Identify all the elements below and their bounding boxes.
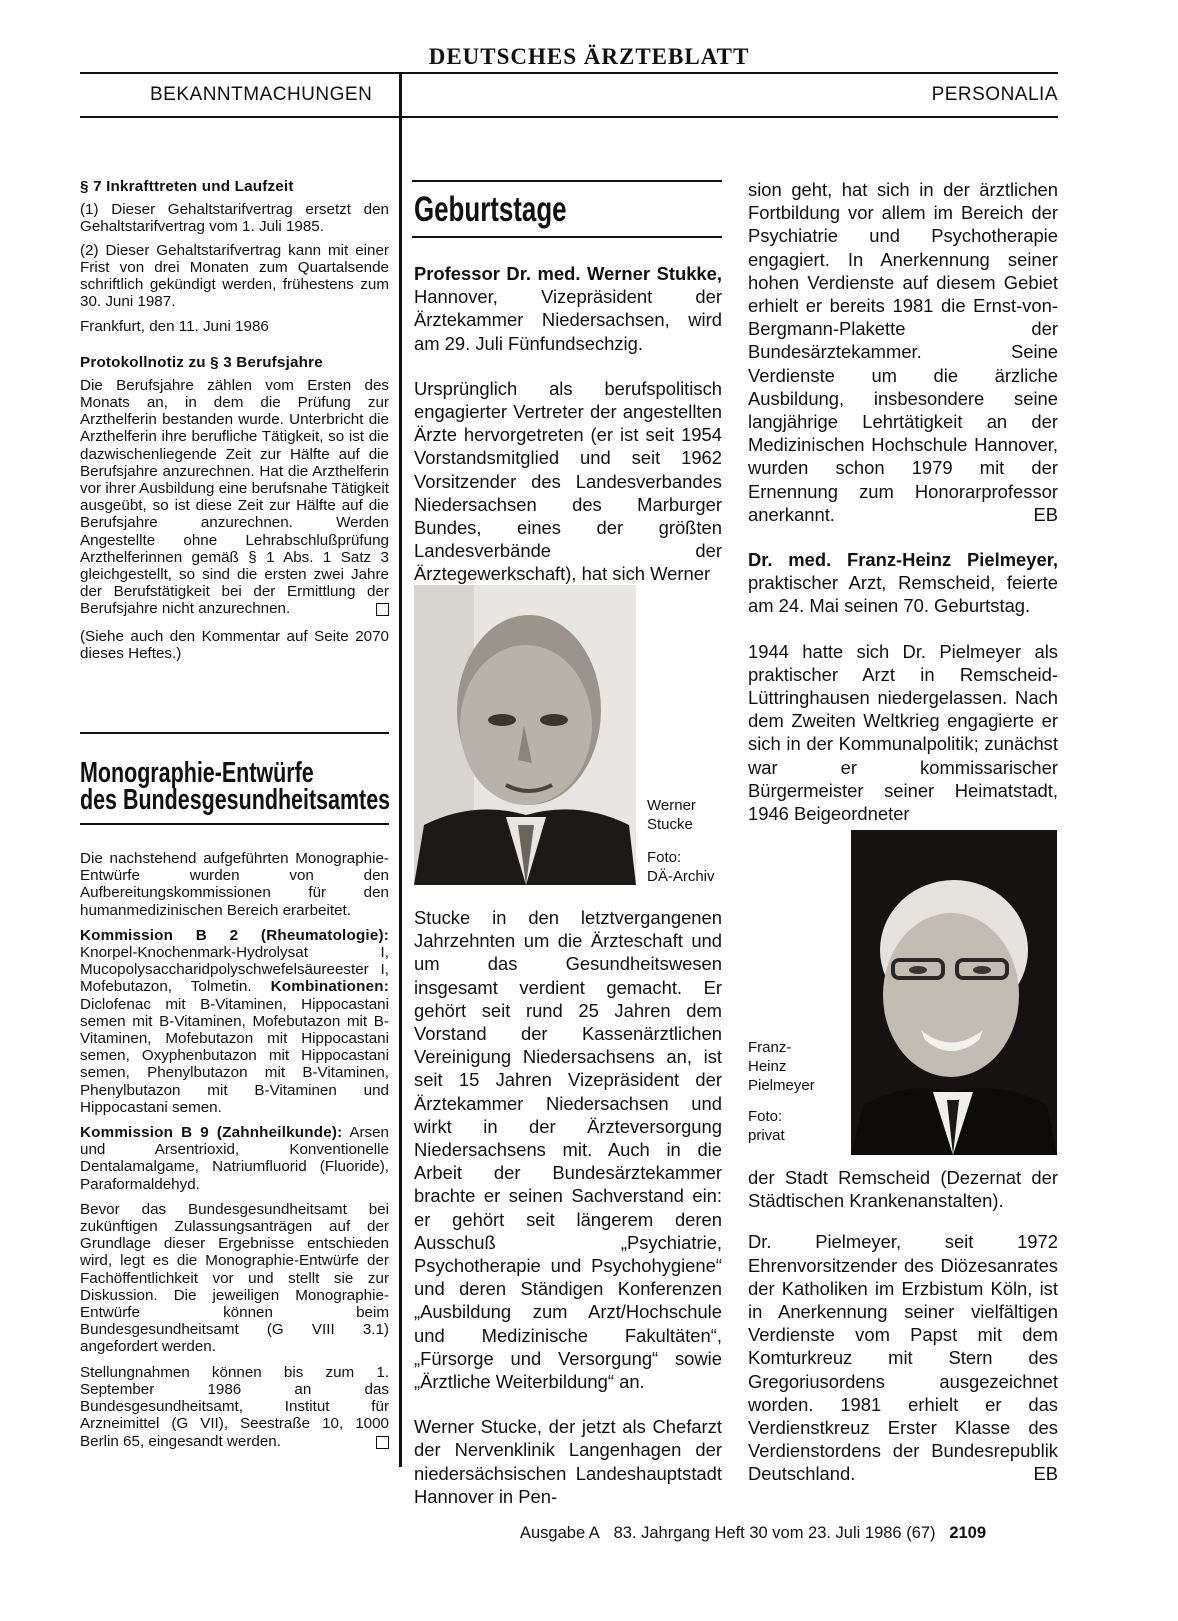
pielmeyer-paragraph-1: 1944 hatte sich Dr. Pielmeyer als praktischer Arzt in Remscheid-Lüttringhausen niedergelassen. Nach dem Zweiten Weltkrieg engagierte er sich in der Kommunalpolitik; zunächst war er kommissarischer Bürgermeister seiner Heimatstadt, 1946 Beigeordneter — [748, 640, 1058, 825]
caption-name-line: Heinz — [748, 1058, 787, 1075]
page-number: 2109 — [949, 1524, 987, 1542]
section-rule — [80, 116, 1058, 118]
caption-foto-label: Foto: — [748, 1108, 783, 1125]
kommission-b2-label: Kommission B 2 (Rheumatologie): — [80, 926, 389, 944]
left-column — [80, 178, 389, 672]
mono-heading-1: Monographie-Entwürfe — [80, 757, 314, 789]
middle-column-top — [414, 262, 722, 586]
stucke-paragraph-3: Werner Stucke, der jetzt als Chefarzt der Nervenklinik Langenhagen der niedersächsischen Landeshauptstadt Hannover in Pen- — [414, 1416, 722, 1507]
mono-rule-top — [80, 732, 389, 734]
caption-name-line: Pielmeyer — [748, 1077, 815, 1094]
caption-name-line: Franz- — [748, 1039, 792, 1056]
stucke-caption — [647, 796, 715, 886]
s7-title: § 7 Inkrafttreten und Laufzeit — [80, 178, 294, 195]
footer — [520, 1524, 986, 1543]
geburtstage-heading: Geburtstage — [414, 190, 567, 229]
geburtstage-rule-bottom — [412, 236, 722, 238]
s7-date: Frankfurt, den 11. Juni 1986 — [80, 318, 269, 336]
s7-paragraph-2: (2) Dieser Gehaltstarifvertrag kann mit einer Frist von drei Monaten zum Quartalsende schriftlich gekündigt werden, frühestens zum 30. Juni 1987. — [80, 241, 389, 311]
stucke-paragraph-4: sion geht, hat sich in der ärztlichen Fortbildung vor allem im Bereich der Psychiatrie und Psychotherapie engagiert. In Anerkennung seiner hohen Verdienste auf diesem Gebiet erhielt er bereits 1981 die Ernst-von-Bergmann-Plakette der Bundesärztekammer. Seine Verdienste um die ärzliche Ausbildung, insbesondere seine langjährige Lehrtätigkeit an der Medizinischen Hochschule Hannover, wurden schon 1979 mit der Ernennung zum Honorarprofessor anerkannt. — [748, 179, 1058, 525]
protokoll-title: Protokollnotiz zu § 3 Berufsjahre — [80, 353, 323, 371]
bga-paragraph: Bevor das Bundesgesundheitsamt bei zukünftigen Zulassungsanträgen auf der Grundlage dieser Ergebnisse entschieden wird, legt es die Monographie-Entwürfe der Fachöffentlichkeit vor und stellt sie zur Diskussion. Die jeweiligen Monographie-Entwürfe können beim Bundesgesundheitsamt (G VIII 3.1) angefordert werden. — [80, 1200, 389, 1356]
right-column-bottom — [748, 1166, 1058, 1486]
caption-name-line: Stucke — [647, 816, 693, 833]
stucke-paragraph-2: Stucke in den letztvergangenen Jahrzehnten um die Ärzteschaft und um das Gesundheitswesen insgesamt verdient gemacht. Er gehört seit rund 25 Jahren dem Vorstand der Kassenärztlichen Vereinigung Niedersachsens an, ist seit 15 Jahren Vizepräsident der Ärztekammer Niedersachsen und wirkt in der Ärzteversorgung Niedersachsens mit. Auch in die Arbeit der Bundesärztekammer brachte er seinen Sachverstand ein: er gehört seit längerem deren Ausschuß „Psychiatrie, Psychotherapie und Psychohygiene“ und deren Ständigen Konferenzen „Ausbildung zum Arzt/Hochschule und Medizinische Fakultäten“, „Fürsorge und Versorgung“ sowie „Ärztliche Weiterbildung“ an. — [414, 907, 722, 1393]
stucke-paragraph-1: Ursprünglich als berufspolitisch engagierter Vertreter der angestellten Ärzte hervorgetreten (er ist seit 1954 Vorstandsmitglied und seit 1962 Vorsitzender des Landesverbandes Niedersachsen des Marburger Bundes, eines der größten Landesverbände der Ärztegewerkschaft), hat sich Werner — [414, 377, 722, 585]
column-divider — [399, 72, 402, 1467]
protokoll-text: Die Berufsjahre zählen vom Ersten des Monats an, in dem die Prüfung zur Arzthelferin bestanden wurde. Unterbricht die Arzthelferin ihre berufliche Tätigkeit, so ist die dazwischenliegende Zeit zur Hälfte auf die Berufsjahre anzurechnen. Hat die Arzthelferin vor ihrer Ausbildung eine berufsnahe Tätigkeit ausgeübt, so ist diese Zeit zur Hälfte auf die Berufsjahre anzurechnen. Werden Angestellte ohne Lehrabschlußprüfung Arzthelferinnen gemäß § 1 Abs. 1 Satz 3 gleichgestellt, so sind die ersten zwei Jahre der Berufstätigkeit bei der Ermittlung der Berufsjahre nicht anzurechnen. — [80, 376, 389, 618]
portrait-pielmeyer-icon — [851, 830, 1057, 1155]
kommission-b9-label: Kommission B 9 (Zahnheilkunde): — [80, 1124, 343, 1142]
footer-edition: Ausgabe A — [520, 1524, 600, 1542]
caption-foto-source: privat — [748, 1127, 785, 1144]
pielmeyer-lead: praktischer Arzt, Remscheid, feierte am 24. Mai seinen 70. Geburtstag. — [748, 572, 1058, 617]
middle-column-bottom — [414, 906, 722, 1508]
caption-foto-source: DÄ-Archiv — [647, 868, 715, 885]
mono-heading-2: des Bundesgesundheitsamtes — [80, 784, 391, 816]
protokoll-reference: (Siehe auch den Kommentar auf Seite 2070 dieses Heftes.) — [80, 627, 389, 662]
eb-signature: EB — [1033, 1463, 1058, 1485]
stellungnahmen-paragraph: Stellungnahmen können bis zum 1. September 1986 an das Bundesgesundheitsamt, Institut für Arzneimittel (G VII), Seestraße 10, 1000 Berlin 65, eingesandt werden. — [80, 1363, 389, 1450]
caption-foto-label: Foto: — [647, 849, 682, 866]
eb-signature: EB — [1033, 503, 1058, 525]
geburtstage-rule-top — [412, 180, 722, 182]
kommission-b2-text: Knorpel-Knochenmark-Hydrolysat I, Mucopolysaccharidpolyschwefelsäureester I, Mofebutazon, Tolmetin. — [80, 944, 389, 996]
pielmeyer-caption — [748, 1038, 815, 1145]
end-mark-icon — [376, 603, 389, 616]
stucke-photo — [414, 585, 636, 885]
stucke-name: Professor Dr. med. Werner Stukke, — [414, 263, 722, 284]
footer-issue: 83. Jahrgang Heft 30 vom 23. Juli 1986 (67) — [613, 1524, 936, 1542]
stucke-lead: Hannover, Vizepräsident der Ärztekammer Niedersachsen, wird am 29. Juli Fünfundsechzig. — [414, 286, 722, 354]
masthead-rule — [80, 72, 1058, 74]
mono-rule-bottom — [80, 823, 389, 825]
pielmeyer-photo — [851, 830, 1057, 1155]
pielmeyer-name: Dr. med. Franz-Heinz Pielmeyer, — [748, 549, 1058, 571]
s7-paragraph-1: (1) Dieser Gehaltstarifvertrag ersetzt den Gehaltstarifvertrag vom 1. Juli 1985. — [80, 201, 389, 236]
caption-name-line: Werner — [647, 797, 696, 814]
section-label-left: BEKANNTMACHUNGEN — [150, 84, 373, 105]
right-column-top — [748, 178, 1058, 825]
pielmeyer-paragraph-3: Dr. Pielmeyer, seit 1972 Ehrenvorsitzender des Diözesanrates der Katholiken im Erzbistum Köln, ist in Anerkennung seiner vielfältigen Verdienste vom Papst mit dem Komturkreuz mit Stern des Gregoriusordens ausgezeichnet worden. 1981 erhielt er das Verdienstkreuz Erster Klasse des Verdienstordens der Bundesrepublik Deutschland. — [748, 1231, 1058, 1485]
end-mark-icon — [376, 1436, 389, 1449]
pielmeyer-paragraph-2: der Stadt Remscheid (Dezernat der Städtischen Krankenanstalten). — [748, 1167, 1058, 1212]
masthead: DEUTSCHES ÄRZTEBLATT — [428, 44, 750, 69]
kombinationen-text: Diclofenac mit B-Vitaminen, Hippocastani semen mit B-Vitaminen, Mofebutazon mit B-Vitaminen, Mofebutazon mit Hippocastani semen, Oxyphenbutazon mit Hippocastani semen, Phenylbutazon mit B-Vitaminen, Phenylbutazon mit B-Vitaminen und Hippocastani semen. — [80, 995, 389, 1116]
section-label-right: PERSONALIA — [931, 84, 1058, 105]
mono-column — [80, 850, 389, 1460]
portrait-stucke-icon — [414, 585, 636, 885]
kommission-b9-text: Arsen und Arsentrioxid, Konventionelle Dentalamalgame, Natriumfluorid (Fluoride), Paraformaldehyd. — [80, 1124, 389, 1193]
kombinationen-label: Kombinationen: — [270, 978, 389, 996]
mono-intro: Die nachstehend aufgeführten Monographie-Entwürfe wurden von den Aufbereitungskommissionen für den humanmedizinischen Bereich erarbeitet. — [80, 850, 389, 919]
